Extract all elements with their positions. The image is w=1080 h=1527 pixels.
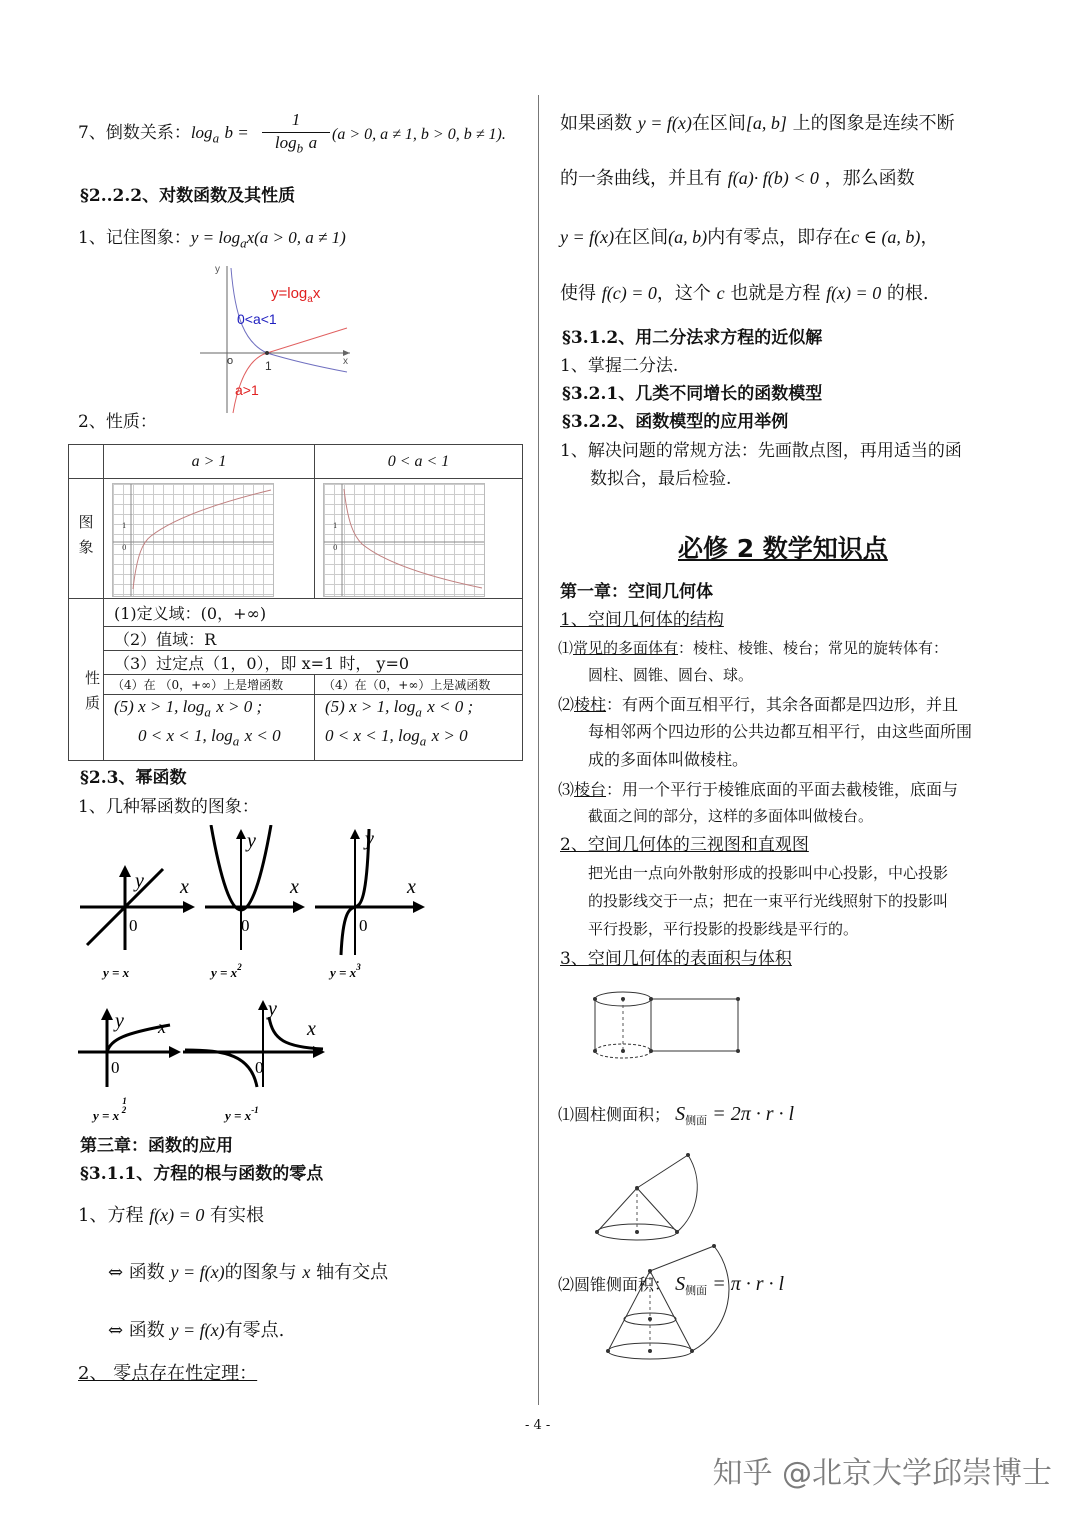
projection-line-2: 的投影线交于一点；把在一束平行光线照射下的投影叫 xyxy=(588,892,949,910)
log-graph-origin: o xyxy=(227,355,234,367)
solve-method-line-2: 数拟合，最后检验. xyxy=(590,469,732,489)
page-number: - 4 - xyxy=(525,1418,551,1433)
frustum-line-2: 截面之间的部分，这样的多面体叫做棱台。 xyxy=(588,807,874,825)
theorem-line-3: y = f(x)在区间(a, b)内有零点，即存在c ∈ (a, b)， xyxy=(560,227,939,248)
l7-den-log: log xyxy=(274,133,297,152)
log-properties-table xyxy=(68,444,523,761)
l7-fraction xyxy=(262,110,330,156)
section-3-2-2: §3.2.2、函数模型的应用举例 xyxy=(562,412,789,432)
chapter-3-title: 第三章：函数的应用 xyxy=(80,1136,233,1156)
equivalent-zero-line: ⇔ 函数 y = f(x)有零点. xyxy=(108,1320,285,1341)
l7-sub: a xyxy=(212,130,220,146)
svg-text:1: 1 xyxy=(333,522,338,530)
cap-y-inv: $y = x^{-1}$ xyxy=(225,1105,259,1123)
section-3-2-1: §3.2.1、几类不同增长的函数模型 xyxy=(562,384,823,404)
polyhedra-line-1: ⑴常见的多面体有：棱柱、棱锥、棱台；常见的旋转体有： xyxy=(558,639,949,657)
graph-y-eq-x2 xyxy=(205,825,305,980)
chapter-1-title: 第一章：空间几何体 xyxy=(560,582,713,602)
svg-text:y: y xyxy=(247,830,256,852)
graph-y-eq-inverse xyxy=(183,998,325,1123)
prism-line-1: ⑵棱柱：有两个面互相平行，其余各面都是四边形，并且 xyxy=(558,695,959,714)
svg-text:1: 1 xyxy=(122,522,127,530)
table-header-a-gt-1: a > 1 xyxy=(104,445,315,479)
theorem-line-2: 的一条曲线，并且有 f(a)· f(b) < 0 ，那么函数 xyxy=(560,168,915,189)
table-prop-fixed-point: （3）过定点（1，0），即 x=1 时， y=0 xyxy=(104,651,523,675)
column-divider xyxy=(538,95,539,1405)
l7-den xyxy=(262,133,330,156)
log-graph-x: x xyxy=(343,356,348,367)
projection-line-1: 把光由一点向外散射形成的投影叫中心投影，中心投影 xyxy=(588,864,949,882)
table-row-prop-label: 性质 xyxy=(69,599,104,761)
svg-text:0: 0 xyxy=(333,544,338,552)
remember-sub: a xyxy=(240,235,247,251)
projection-line-3: 平行投影，平行投影的投影线是平行的。 xyxy=(588,920,859,938)
frustum-unfold-diagram xyxy=(600,1243,730,1363)
svg-text:x: x xyxy=(158,1017,166,1037)
table-row-image-label: 图象 xyxy=(69,479,104,599)
main-title: 必修 2 数学知识点 xyxy=(678,534,888,563)
l7-prefix: 7、倒数关系： xyxy=(78,123,191,143)
remember-label: 1、记住图象： xyxy=(78,228,191,248)
three-view-title: 2、空间几何体的三视图和直观图 xyxy=(560,835,809,855)
svg-text:0: 0 xyxy=(359,916,368,935)
svg-text:x: x xyxy=(180,876,189,898)
zhihu-watermark: 知乎 @北京大学邱崇博士 xyxy=(712,1456,1052,1491)
log-graph-label-0a1: 0<a<1 xyxy=(237,311,277,327)
l7-log: log xyxy=(190,123,213,142)
svg-text:0: 0 xyxy=(122,544,127,552)
power-function-graphs-row1 xyxy=(75,825,435,985)
l7-b: b = xyxy=(224,123,249,142)
cone-lateral-area: ⑵圆锥侧面积： $S_{侧面} = \pi \cdot r \cdot l$ xyxy=(558,1273,785,1298)
bisection-item: 1、掌握二分法. xyxy=(560,356,679,376)
frustum-line-1: ⑶棱台：用一个平行于棱锥底面的平面去截棱锥，底面与 xyxy=(558,780,959,799)
log-graph-label: $y=\log_ax$ xyxy=(271,285,321,305)
table-graph-decreasing xyxy=(315,479,523,599)
svg-text:y: y xyxy=(115,1010,124,1032)
section-3-1-1: §3.1.1、方程的根与函数的零点 xyxy=(80,1164,324,1184)
table-graph-increasing xyxy=(104,479,315,599)
table-prop-range: （2）值域：R xyxy=(104,627,523,651)
zero-existence-theorem: 2、 零点存在性定理： xyxy=(78,1363,258,1384)
power-graphs-title: 1、几种幂函数的图象： xyxy=(78,797,259,817)
equation-root-line: 1、方程 f(x) = 0 有实根 xyxy=(78,1205,265,1226)
prism-line-2: 每相邻两个四边形的公共边都互相平行，由这些面所围 xyxy=(588,722,973,741)
svg-text:y: y xyxy=(135,870,144,892)
cone-unfold-diagram xyxy=(590,1150,730,1245)
l7-den-a: a xyxy=(308,133,318,152)
power-function-graphs-row2 xyxy=(75,995,335,1130)
svg-text:y: y xyxy=(365,828,374,850)
theorem-line-4: 使得 f(c) = 0，这个 c 也就是方程 f(x) = 0 的根. xyxy=(560,283,929,304)
surface-volume-title: 3、空间几何体的表面积与体积 xyxy=(560,949,792,969)
svg-text:x: x xyxy=(407,876,416,898)
svg-text:0: 0 xyxy=(129,916,138,935)
remember-tail: x(a > 0, a ≠ 1) xyxy=(246,228,346,247)
table-prop-sign-inc: (5) x > 1, $\log_a x > 0$ ; 0 < x < 1, $\log_a x < 0$ xyxy=(104,695,315,761)
equivalent-intersect-line: ⇔ 函数 y = f(x)的图象与 x 轴有交点 xyxy=(108,1262,389,1283)
cylinder-unfold-diagram xyxy=(590,985,750,1065)
svg-text:y: y xyxy=(268,998,277,1020)
cap-y-x2: $y = x^2$ xyxy=(211,962,242,980)
svg-text:y = x: y = x xyxy=(103,965,130,980)
l7-num: 1 xyxy=(262,110,330,133)
solve-method-line-1: 1、解决问题的常规方法：先画散点图，再用适当的函 xyxy=(560,441,962,461)
log-graph-one: 1 xyxy=(265,359,272,373)
svg-text:0: 0 xyxy=(241,916,250,935)
table-prop-sign-dec: (5) x > 1, $\log_a x < 0$ ; 0 < x < 1, $\log_a x > 0$ xyxy=(315,695,523,761)
table-prop-domain: (1)定义域：(0，+∞) xyxy=(104,599,523,627)
properties-title: 2、性质： xyxy=(78,412,157,432)
polyhedra-line-2: 圆柱、圆锥、圆台、球。 xyxy=(588,666,754,684)
svg-text:0: 0 xyxy=(111,1058,120,1077)
cap-y-x3: $y = x^3$ xyxy=(330,962,361,980)
svg-text:x: x xyxy=(290,876,299,898)
reciprocal-relation xyxy=(78,123,249,146)
prism-line-3: 成的多面体叫做棱柱。 xyxy=(588,750,749,769)
table-prop-increasing: （4）在 （0，+∞）上是增函数 xyxy=(104,675,315,695)
l7-condition: (a > 0, a ≠ 1, b > 0, b ≠ 1). xyxy=(332,126,506,143)
table-prop-decreasing: （4）在（0，+∞）上是减函数 xyxy=(315,675,523,695)
graph-y-eq-x3 xyxy=(315,828,425,980)
svg-text:x: x xyxy=(307,1018,316,1040)
log-graph-y: y xyxy=(215,264,220,275)
theorem-line-1: 如果函数 y = f(x)在区间[a, b] 上的图象是连续不断 xyxy=(560,113,955,134)
graph-y-eq-x xyxy=(80,865,195,980)
geometry-structure-title: 1、空间几何体的结构 xyxy=(560,610,724,630)
cap-y-sqrt: $y = x^1$ 2 xyxy=(93,1096,127,1123)
graph-y-eq-sqrt-x xyxy=(78,1008,181,1123)
svg-text:0: 0 xyxy=(255,1058,264,1077)
section-2-3: §2.3、幂函数 xyxy=(80,768,187,788)
section-2-2-2: §2..2.2、对数函数及其性质 xyxy=(80,186,296,206)
remember-formula: y = log xyxy=(190,228,241,247)
l7-den-sub: b xyxy=(296,140,304,156)
log-graph-label-a1: a>1 xyxy=(235,382,259,398)
table-header-0-a-1: 0 < a < 1 xyxy=(315,445,523,479)
log-function-graph xyxy=(195,258,355,418)
remember-graph xyxy=(78,228,346,251)
cylinder-lateral-area: ⑴圆柱侧面积； $S_{侧面} = 2\pi \cdot r \cdot l$ xyxy=(558,1103,795,1128)
section-3-1-2: §3.1.2、用二分法求方程的近似解 xyxy=(562,328,823,348)
